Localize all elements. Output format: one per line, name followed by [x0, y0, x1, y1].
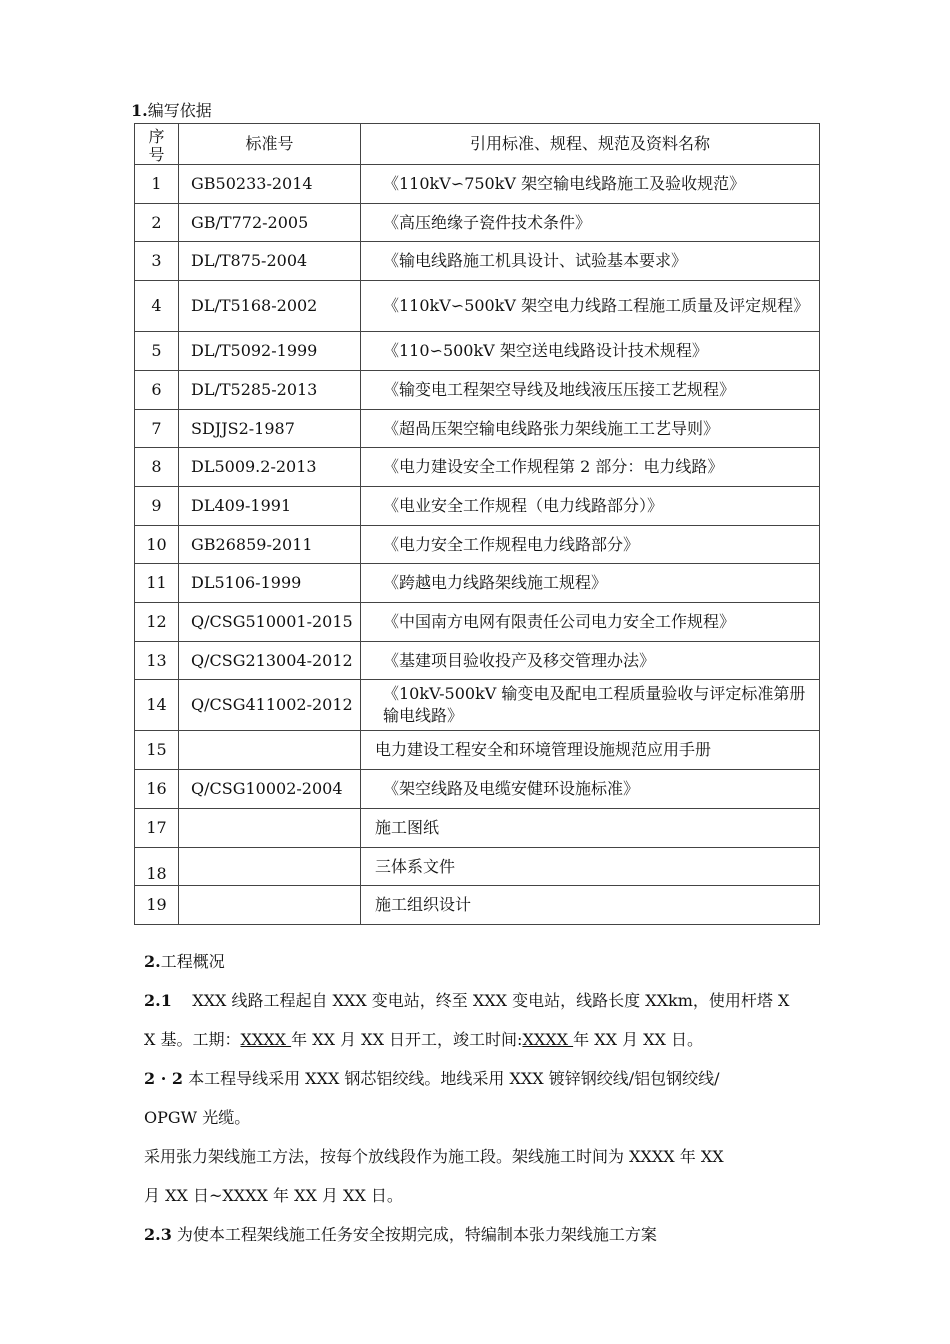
row-standard-name: 《电力安全工作规程电力线路部分》: [361, 526, 820, 564]
paragraph-2-3-number: 2.3: [144, 1225, 172, 1244]
paragraph-2-2: [144, 1059, 824, 1215]
start-year: XXXX: [240, 1030, 292, 1049]
paragraph-2-1-text-2b: 年 XX 月 XX 日开工，竣工时间:: [291, 1030, 523, 1049]
paragraph-2-1-line-1: [144, 981, 824, 1020]
row-index: 18: [135, 848, 179, 886]
row-standard-code: Q/CSG411002-2012: [179, 680, 361, 731]
paragraph-2-1-text-1: XXX 线路工程起自 XXX 变电站，终至 XXX 变电站，线路长度 XXkm，使用杆塔 X: [192, 991, 790, 1010]
row-standard-code: DL/T5285-2013: [179, 371, 361, 410]
header-standard-name: 引用标准、规程、规范及资料名称: [361, 124, 820, 165]
row-standard-name: 《输电线路施工机具设计、试验基本要求》: [361, 242, 820, 281]
row-index: 15: [135, 731, 179, 770]
row-standard-code: Q/CSG510001-2015: [179, 603, 361, 642]
row-index: 16: [135, 770, 179, 809]
table-row: [135, 410, 820, 448]
row-standard-name: 《10kV-500kV 输变电及配电工程质量验收与评定标准第册输电线路》: [361, 680, 820, 731]
table-row: [135, 448, 820, 487]
row-standard-name: 《跨越电力线路架线施工规程》: [361, 564, 820, 603]
row-index: 6: [135, 371, 179, 410]
row-index: 8: [135, 448, 179, 487]
row-index: 9: [135, 487, 179, 526]
row-standard-name: 《110kV∽500kV 架空电力线路工程施工质量及评定规程》: [361, 281, 820, 332]
table-header-row: [135, 124, 820, 165]
table-row: [135, 487, 820, 526]
table-row: [135, 848, 820, 886]
paragraph-2-2-number: 2 · 2: [144, 1069, 183, 1088]
table-row: [135, 165, 820, 204]
section-1-number: 1.: [131, 101, 148, 120]
row-standard-code: DL/T5092-1999: [179, 332, 361, 371]
row-standard-code: GB50233-2014: [179, 165, 361, 204]
row-standard-code: DL5106-1999: [179, 564, 361, 603]
row-standard-code: [179, 809, 361, 848]
section-1-title: 编写依据: [147, 101, 212, 120]
table-row: [135, 332, 820, 371]
row-standard-name: 《高压绝缘子瓷件技术条件》: [361, 204, 820, 242]
row-standard-code: DL5009.2-2013: [179, 448, 361, 487]
row-standard-code: DL/T5168-2002: [179, 281, 361, 332]
row-standard-code: [179, 731, 361, 770]
row-index: 14: [135, 680, 179, 731]
paragraph-2-2-text-1: 本工程导线采用 XXX 钢芯铝绞线。地线采用 XXX 镀锌钢绞线/铝包钢绞线/: [182, 1069, 720, 1088]
table-row: [135, 204, 820, 242]
row-index: 11: [135, 564, 179, 603]
paragraph-2-2-line-4: 月 XX 日~XXXX 年 XX 月 XX 日。: [144, 1186, 403, 1205]
row-index: 19: [135, 886, 179, 925]
row-index: 17: [135, 809, 179, 848]
row-standard-name: 《基建项目验收投产及移交管理办法》: [361, 642, 820, 680]
row-standard-name: 《电力建设安全工作规程第 2 部分：电力线路》: [361, 448, 820, 487]
section-2-title: 工程概况: [160, 952, 225, 971]
table-row: [135, 680, 820, 731]
row-standard-code: DL409-1991: [179, 487, 361, 526]
paragraph-2-2-line-2: OPGW 光缆。: [144, 1108, 251, 1127]
row-standard-name: 施工组织设计: [361, 886, 820, 925]
row-standard-code: GB/T772-2005: [179, 204, 361, 242]
row-standard-code: SDJJS2-1987: [179, 410, 361, 448]
header-standard-code: 标准号: [179, 124, 361, 165]
header-index: 序号: [135, 124, 179, 165]
table-row: [135, 770, 820, 809]
row-index: 5: [135, 332, 179, 371]
row-standard-name: 施工图纸: [361, 809, 820, 848]
table-row: [135, 642, 820, 680]
paragraph-2-1: [144, 981, 824, 1059]
row-standard-name: 《110∽500kV 架空送电线路设计技术规程》: [361, 332, 820, 371]
row-index: 4: [135, 281, 179, 332]
row-standard-name: 《110kV∽750kV 架空输电线路施工及验收规范》: [361, 165, 820, 204]
paragraph-2-1-text-2a: X 基。工期：: [144, 1030, 241, 1049]
table-row: [135, 809, 820, 848]
row-standard-name: 《电业安全工作规程（电力线路部分）》: [361, 487, 820, 526]
row-standard-code: [179, 886, 361, 925]
row-index: 7: [135, 410, 179, 448]
row-index: 10: [135, 526, 179, 564]
end-year: XXXX: [522, 1030, 574, 1049]
section-1-heading: [131, 101, 212, 121]
row-standard-code: DL/T875-2004: [179, 242, 361, 281]
paragraph-2-2-line-1: [144, 1059, 824, 1098]
table-row: [135, 281, 820, 332]
row-index: 1: [135, 165, 179, 204]
paragraph-2-1-number: 2.1: [144, 991, 172, 1010]
table-row: [135, 526, 820, 564]
paragraph-2-3-text: 为使本工程架线施工任务安全按期完成，特编制本张力架线施工方案: [171, 1225, 657, 1244]
paragraph-2-1-text-2c: 年 XX 月 XX 日。: [573, 1030, 704, 1049]
row-standard-code: Q/CSG10002-2004: [179, 770, 361, 809]
section-2-heading: [144, 942, 824, 981]
section-2-number: 2.: [144, 952, 161, 971]
row-standard-name: 三体系文件: [361, 848, 820, 886]
paragraph-2-1-line-2: [144, 1020, 824, 1059]
paragraph-2-2-line-3: 采用张力架线施工方法，按每个放线段作为施工段。架线施工时间为 XXXX 年 XX: [144, 1147, 724, 1166]
row-standard-name: 《架空线路及电缆安健环设施标准》: [361, 770, 820, 809]
row-standard-code: GB26859-2011: [179, 526, 361, 564]
table-row: [135, 242, 820, 281]
row-standard-code: [179, 848, 361, 886]
row-index: 3: [135, 242, 179, 281]
row-standard-name: 《中国南方电网有限责任公司电力安全工作规程》: [361, 603, 820, 642]
row-standard-code: Q/CSG213004-2012: [179, 642, 361, 680]
table-row: [135, 603, 820, 642]
table-row: [135, 371, 820, 410]
paragraph-2-3: [144, 1215, 824, 1254]
reference-standards-table: [134, 123, 820, 925]
row-standard-name: 电力建设工程安全和环境管理设施规范应用手册: [361, 731, 820, 770]
table-row: [135, 886, 820, 925]
table-row: [135, 564, 820, 603]
row-standard-name: 《超咼压架空输电线路张力架线施工工艺导则》: [361, 410, 820, 448]
row-standard-name: 《输变电工程架空导线及地线液压压接工艺规程》: [361, 371, 820, 410]
row-index: 12: [135, 603, 179, 642]
row-index: 2: [135, 204, 179, 242]
table-row: [135, 731, 820, 770]
row-index: 13: [135, 642, 179, 680]
